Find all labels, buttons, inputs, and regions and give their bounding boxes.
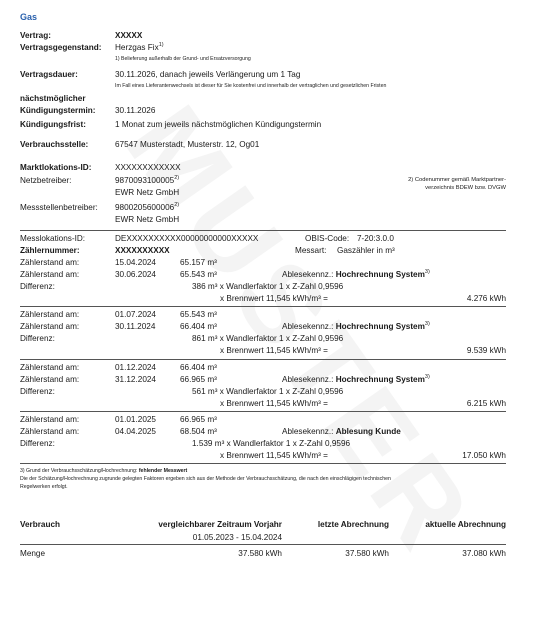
comparison-row-label: Menge [20,549,46,558]
verbrauchsstelle-label: Verbrauchsstelle: [20,140,89,149]
reading-brennwert: x Brennwert 11,545 kWh/m³ = [220,451,328,460]
reading-end-label: Zählerstand am: [20,375,80,384]
reading-diff-label: Differenz: [20,439,55,448]
messlokation-value: DEXXXXXXXXXX00000000000XXXXX [115,234,259,243]
vertrag-label: Vertrag: [20,31,51,40]
reading-end-date: 31.12.2024 [115,375,156,384]
reading-start-label: Zählerstand am: [20,258,80,267]
messart-value: Gaszähler in m³ [337,246,395,255]
comparison-header-vorjahr: vergleichbarer Zeitraum Vorjahr [158,520,282,529]
reading-diff-label: Differenz: [20,282,55,291]
comparison-value-aktuelle: 37.080 kWh [462,549,506,558]
zaehlernummer-value: XXXXXXXXXX [115,246,170,255]
dauer-label: Vertragsdauer: [20,70,78,79]
divider [20,306,506,307]
reading-start-label: Zählerstand am: [20,415,80,424]
reading-end-date: 04.04.2025 [115,427,156,436]
section-title: Gas [20,12,38,22]
reading-start-value: 65.157 m³ [180,258,217,267]
dauer-value: 30.11.2026, danach jeweils Verlängerung um 1 Tag [115,70,301,79]
reading-kwh: 9.539 kWh [466,346,506,355]
reading-start-value: 65.543 m³ [180,310,217,319]
footnote-text-2: Regelwerken erfolgt. [20,484,68,490]
comparison-value-letzte: 37.580 kWh [345,549,389,558]
reading-end-date: 30.11.2024 [115,322,156,331]
reading-start-label: Zählerstand am: [20,310,80,319]
gegenstand-value: Herzgas Fix$^{1)}$ [115,42,164,52]
divider [20,359,506,360]
reading-start-date: 01.01.2025 [115,415,156,424]
marktlokation-label: Marktlokations-ID: [20,163,92,172]
marktlokation-value: XXXXXXXXXXXX [115,163,181,172]
reading-start-date: 01.12.2024 [115,363,156,372]
dauer-note: Im Fall eines Lieferantenwechsels ist dieser für Sie kostenfrei und innerhalb der vertraglichen und gesetzlichen Fristen [115,83,387,89]
reading-end-value: 65.543 m³ [180,270,217,279]
comparison-header-aktuelle: aktuelle Abrechnung [425,520,506,529]
reading-kwh: 6.215 kWh [466,399,506,408]
gegenstand-note: 1) Belieferung außerhalb der Grund- und Ersatzversorgung [115,56,251,62]
reading-start-date: 15.04.2024 [115,258,156,267]
verbrauchsstelle-value: 67547 Musterstadt, Musterstr. 12, Og01 [115,140,260,149]
reading-brennwert: x Brennwert 11,545 kWh/m³ = [220,346,328,355]
reading-kwh: 4.276 kWh [466,294,506,303]
messstellenbetreiber-name: EWR Netz GmbH [115,215,180,224]
netzbetreiber-code: 9870093100005$^{2)}$ [115,175,180,185]
footnote-text-1: Die der Schätzung/Hochrechnung zugrunde gelegten Faktoren ergeben sich aus der Methode der Verbrauchsschätzung, die nach den einschlägigen technischen [20,476,391,482]
reading-start-value: 66.404 m³ [180,363,217,372]
reading-end-value: 66.965 m³ [180,375,217,384]
reading-diff-formula: 386 m³ x Wandlerfaktor 1 x Z-Zahl 0,9596 [192,282,344,291]
messart-label: Messart: [295,246,327,255]
messstellenbetreiber-label: Messstellenbetreiber: [20,203,98,212]
reading-ablese: Ablesekennz.: Ablesung Kunde [282,427,401,436]
gegenstand-label: Vertragsgegenstand: [20,43,102,52]
reading-end-value: 66.404 m³ [180,322,217,331]
frist-label: Kündigungsfrist: [20,120,86,129]
termin-label-1: nächstmöglicher [20,94,86,103]
reading-diff-label: Differenz: [20,334,55,343]
reading-brennwert: x Brennwert 11,545 kWh/m³ = [220,294,328,303]
reading-end-value: 68.504 m³ [180,427,217,436]
comparison-period: 01.05.2023 - 15.04.2024 [192,533,282,542]
divider [20,411,506,412]
footnote-grund: 3) Grund der Verbrauchsschätzung/Hochrechnung: fehlender Messwert [20,468,188,474]
reading-start-date: 01.07.2024 [115,310,156,319]
reading-start-value: 66.965 m³ [180,415,217,424]
frist-value: 1 Monat zum jeweils nächstmöglichen Kündigungstermin [115,120,322,129]
code-note-line-2: verzeichnis BDEW bzw. DVGW [425,185,506,191]
comparison-value-vorjahr: 37.580 kWh [238,549,282,558]
messstellenbetreiber-code: 9800205600006$^{2)}$ [115,202,180,212]
reading-ablese: Ablesekennz.: Hochrechnung System$^{3)}$ [282,269,430,279]
reading-diff-label: Differenz: [20,387,55,396]
divider [20,463,506,464]
code-note-line-1: 2) Codenummer gemäß Marktpartner- [408,177,506,183]
reading-ablese: Ablesekennz.: Hochrechnung System$^{3)}$ [282,321,430,331]
reading-end-date: 30.06.2024 [115,270,156,279]
reading-diff-formula: 861 m³ x Wandlerfaktor 1 x Z-Zahl 0,9596 [192,334,344,343]
divider [20,544,506,545]
termin-value: 30.11.2026 [115,106,156,115]
netzbetreiber-label: Netzbetreiber: [20,176,72,185]
comparison-header-letzte: letzte Abrechnung [317,520,389,529]
zaehlernummer-label: Zählernummer: [20,246,80,255]
reading-kwh: 17.050 kWh [462,451,506,460]
comparison-header-verbrauch: Verbrauch [20,520,61,529]
obis-label: OBIS-Code: [305,234,350,243]
reading-end-label: Zählerstand am: [20,322,80,331]
reading-start-label: Zählerstand am: [20,363,80,372]
messlokation-label: Messlokations-ID: [20,234,86,243]
vertrag-value: XXXXX [115,31,143,40]
reading-ablese: Ablesekennz.: Hochrechnung System$^{3)}$ [282,374,430,384]
reading-end-label: Zählerstand am: [20,270,80,279]
reading-diff-formula: 561 m³ x Wandlerfaktor 1 x Z-Zahl 0,9596 [192,387,344,396]
netzbetreiber-name: EWR Netz GmbH [115,188,180,197]
obis-value: 7-20:3.0.0 [357,234,394,243]
reading-end-label: Zählerstand am: [20,427,80,436]
reading-brennwert: x Brennwert 11,545 kWh/m³ = [220,399,328,408]
divider [20,230,506,231]
reading-diff-formula: 1.539 m³ x Wandlerfaktor 1 x Z-Zahl 0,9596 [192,439,351,448]
termin-label-2: Kündigungstermin: [20,106,96,115]
